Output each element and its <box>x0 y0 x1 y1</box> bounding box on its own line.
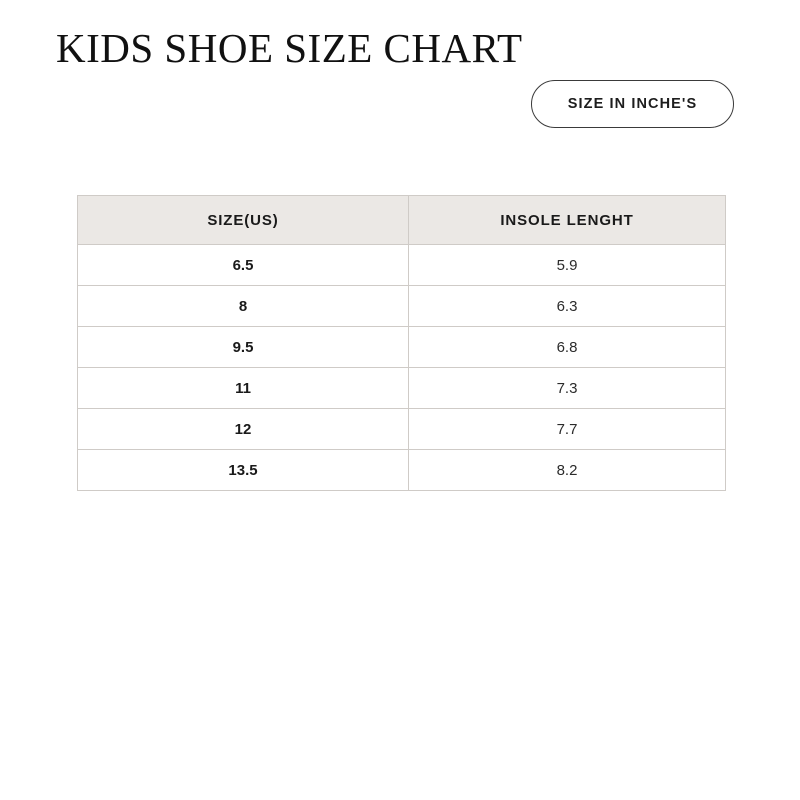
cell-size: 13.5 <box>78 450 409 491</box>
table-row <box>78 409 726 450</box>
size-chart-table <box>77 195 726 491</box>
column-header-size: SIZE(US) <box>78 196 409 245</box>
table-header <box>78 196 726 245</box>
cell-insole-length: 8.2 <box>409 450 726 491</box>
cell-insole-length: 7.7 <box>409 409 726 450</box>
table-row <box>78 450 726 491</box>
column-header-insole-length: INSOLE LENGHT <box>409 196 726 245</box>
cell-insole-length: 5.9 <box>409 245 726 286</box>
table-row <box>78 286 726 327</box>
unit-badge <box>531 80 734 128</box>
cell-size: 9.5 <box>78 327 409 368</box>
table-header-row <box>78 196 726 245</box>
table-body <box>78 245 726 491</box>
cell-insole-length: 6.3 <box>409 286 726 327</box>
page-title: KIDS SHOE SIZE CHART <box>56 25 523 71</box>
cell-insole-length: 6.8 <box>409 327 726 368</box>
cell-size: 11 <box>78 368 409 409</box>
cell-size: 12 <box>78 409 409 450</box>
table-row <box>78 245 726 286</box>
cell-size: 6.5 <box>78 245 409 286</box>
cell-size: 8 <box>78 286 409 327</box>
unit-badge-label: SIZE IN INCHE'S <box>567 96 698 112</box>
cell-insole-length: 7.3 <box>409 368 726 409</box>
table-row <box>78 327 726 368</box>
table-row <box>78 368 726 409</box>
